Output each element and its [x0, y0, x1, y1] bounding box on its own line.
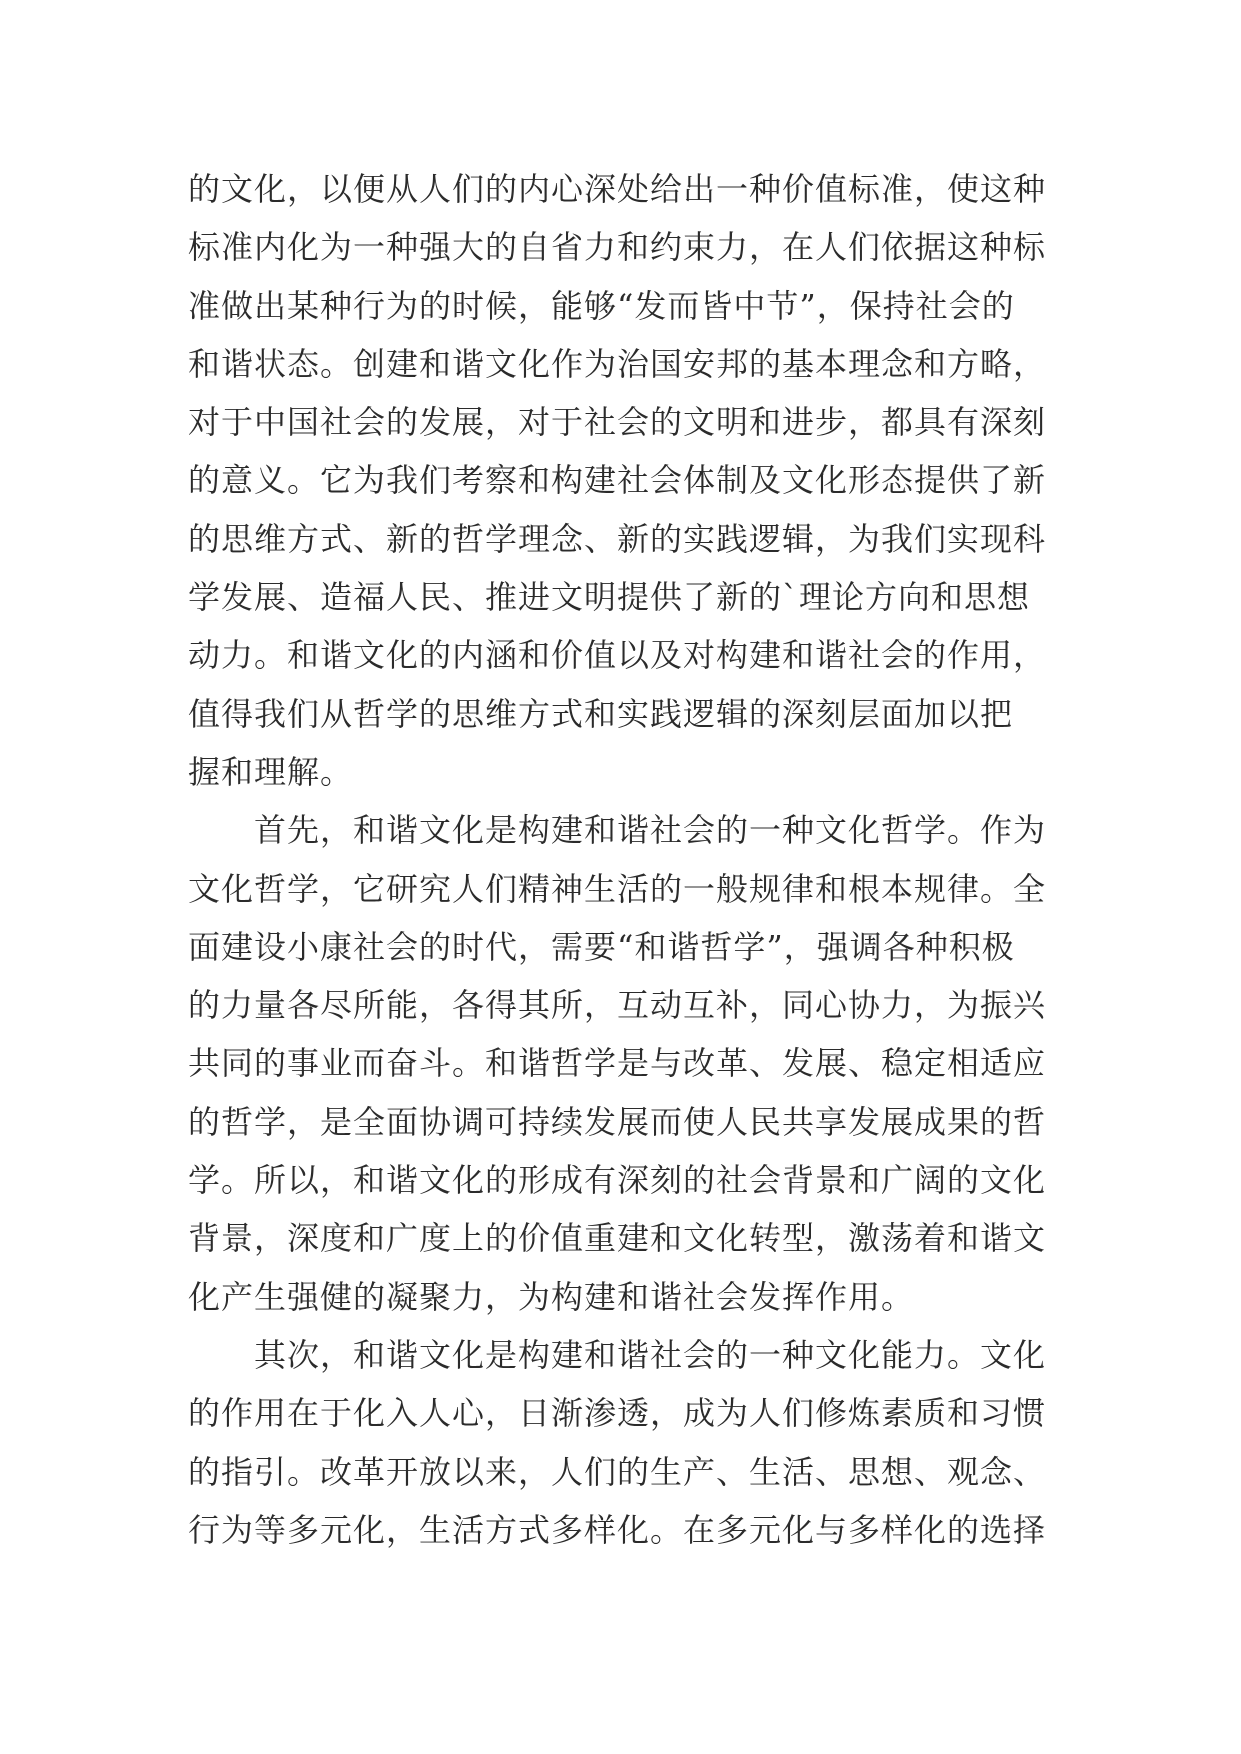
text-line: 背景，深度和广度上的价值重建和文化转型，激荡着和谐文 — [188, 1219, 1047, 1258]
paragraph-first-line: 首先，和谐文化是构建和谐社会的一种文化哲学。作为 — [254, 811, 1047, 850]
text-line: 面建设小康社会的时代，需要“和谐哲学”，强调各种积极 — [188, 927, 1015, 966]
text-line: 的哲学，是全面协调可持续发展而使人民共享发展成果的哲 — [188, 1102, 1047, 1141]
text-line: 的作用在于化入人心，日渐渗透，成为人们修炼素质和习惯 — [188, 1394, 1047, 1433]
document-body — [188, 160, 1068, 1559]
text-line: 共同的事业而奋斗。和谐哲学是与改革、发展、稳定相适应 — [188, 1044, 1047, 1083]
text-line: 准做出某种行为的时候，能够“发而皆中节”，保持社会的 — [188, 286, 1015, 325]
text-line: 的意义。它为我们考察和构建社会体制及文化形态提供了新 — [188, 461, 1047, 500]
text-line: 标准内化为一种强大的自省力和约束力，在人们依据这种标 — [188, 228, 1047, 267]
text-line: 握和理解。 — [188, 752, 354, 791]
text-line: 文化哲学，它研究人们精神生活的一般规律和根本规律。全 — [188, 869, 1047, 908]
text-line: 学。所以，和谐文化的形成有深刻的社会背景和广阔的文化 — [188, 1161, 1047, 1200]
text-line: 对于中国社会的发展，对于社会的文明和进步，都具有深刻 — [188, 403, 1047, 442]
paragraph-first-line: 其次，和谐文化是构建和谐社会的一种文化能力。文化 — [254, 1335, 1047, 1374]
text-line: 学发展、造福人民、推进文明提供了新的`理论方向和思想 — [188, 578, 1031, 617]
text-line: 的力量各尽所能，各得其所，互动互补，同心协力，为振兴 — [188, 986, 1047, 1025]
text-line: 值得我们从哲学的思维方式和实践逻辑的深刻层面加以把 — [188, 694, 1014, 733]
text-line: 的指引。改革开放以来，人们的生产、生活、思想、观念、 — [188, 1452, 1047, 1491]
text-line: 和谐状态。创建和谐文化作为治国安邦的基本理念和方略， — [188, 344, 1047, 383]
text-line: 化产生强健的凝聚力，为构建和谐社会发挥作用。 — [188, 1277, 915, 1316]
text-line: 行为等多元化，生活方式多样化。在多元化与多样化的选择 — [188, 1510, 1047, 1549]
text-line: 的思维方式、新的哲学理念、新的实践逻辑，为我们实现科 — [188, 519, 1047, 558]
text-line: 动力。和谐文化的内涵和价值以及对构建和谐社会的作用， — [188, 636, 1047, 675]
text-line: 的文化，以便从人们的内心深处给出一种价值标准，使这种 — [188, 170, 1047, 208]
